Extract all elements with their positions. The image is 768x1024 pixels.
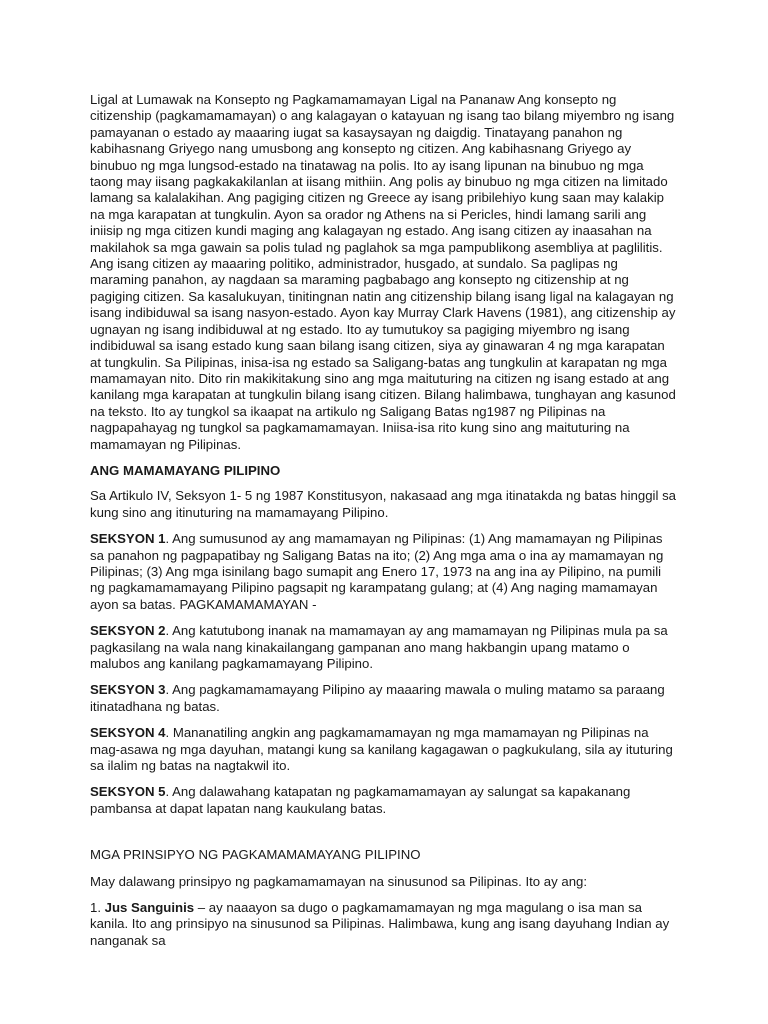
seksyon-2-label: SEKSYON 2 (90, 623, 166, 639)
principle-1-paragraph (90, 900, 678, 949)
seksyon-5-label: SEKSYON 5 (90, 784, 166, 800)
section-heading: ANG MAMAMAYANG PILIPINO (90, 462, 281, 478)
principles-intro-paragraph: May dalawang prinsipyo ng pagkamamamayan na sinusunod sa Pilipinas. Ito ay ang: (90, 873, 588, 889)
principles-heading: MGA PRINSIPYO NG PAGKAMAMAMAYANG PILIPINO (90, 847, 421, 863)
seksyon-5-text: . Ang dalawahang katapatan ng pagkamamamayan ay salungat sa kapakanang pambansa at dapat lapatan nang kaukulang batas. (90, 784, 631, 816)
document-page (90, 92, 678, 959)
seksyon-5-paragraph (90, 784, 678, 817)
seksyon-3-paragraph (90, 682, 678, 715)
seksyon-2-text: . Ang katutubong inanak na mamamayan ay ang mamamayan ng Pilipinas mula pa sa pagkasilang na wala nang kinakailangang gampanan ano mang hakbangin upang matamo o malubos ang kanilang pagkamamayang Pilipino. (90, 623, 668, 671)
intro-paragraph: Ligal at Lumawak na Konsepto ng Pagkamamamayan Ligal na Pananaw Ang konsepto ng citizenship (pagkamamamayan) o ang kalagayan o katayuan ng isang tao bilang miyembro ng isang pamayanan o estado ay maaaring iugat sa kasaysayan ng daigdig. Tinatayang panahon ng kabihasnang Griyego nang umusbong ang konsepto ng citizen. Ang kabihasnang Griyego ay binubuo ng mga lungsod-estado na tinatawag na polis. Ito ay isang lipunan na binubuo ng mga taong may iisang pagkakakilanlan at iisang mithiin. Ang polis ay binubuo ng mga citizen na limitado lamang sa kalalakihan. Ang pagiging citizen ng Greece ay isang pribilehiyo kung saan may kalakip na mga karapatan at tungkulin. Ayon sa orador ng Athens na si Pericles, hindi lamang sarili ang iniisip ng mga citizen kundi maging ang kalagayan ng estado. Ang isang citizen ay inaasahan na makilahok sa mga gawain sa polis tulad ng paglahok sa mga pampublikong asembliya at paglilitis. Ang isang citizen ay maaaring politiko, administrador, husgado, at sundalo. Sa paglipas ng maraming panahon, ay nagdaan sa maraming pagbabago ang konsepto ng citizenship at ng pagiging citizen. Sa kasalukuyan, tinitingnan natin ang citizenship bilang isang ligal na kalagayan ng isang indibiduwal sa isang nasyon-estado. Ayon kay Murray Clark Havens (1981), ang citizenship ay ugnayan ng isang indibiduwal at ng estado. Ito ay tumutukoy sa pagiging miyembro ng isang indibiduwal sa isang estado kung saan bilang isang citizen, siya ay ginawaran 4 ng mga karapatan at tungkulin. Sa Pilipinas, inisa-isa ng estado sa Saligang-batas ang tungkulin at karapatan ng mga mamamayan nito. Dito rin makikitakung sino ang mga maituturing na citizen ng isang estado at ang kanilang mga karapatan at tungkulin bilang isang citizen. Bilang halimbawa, tunghayan ang kasunod na teksto. Ito ay tungkol sa ikaapat na artikulo ng Saligang Batas ng1987 ng Pilipinas na nagpapahayag ng tungkol sa pagkamamamayan. Iniisa-isa rito kung sino ang maituturing na mamamayan ng Pilipinas. (90, 92, 676, 452)
seksyon-4-paragraph (90, 725, 678, 774)
principle-1-number: 1. (90, 900, 105, 916)
seksyon-1-text: . Ang sumusunod ay ang mamamayan ng Pilipinas: (1) Ang mamamayan ng Pilipinas sa panahon ng pagpapatibay ng Saligang Batas na ito; (2) Ang mga ama o ina ay mamamayan ng Pilipinas; (3) Ang mga isinilang bago sumapit ang Enero 17, 1973 na ang ina ay Pilipino, na pumili ng pagkamamamayang Pilipino pagsapit ng karampatang gulang; at (4) Ang naging mamamayan ayon sa batas. PAGKAMAMAMAYAN - (90, 531, 664, 612)
seksyon-3-label: SEKSYON 3 (90, 682, 166, 698)
article-intro-paragraph: Sa Artikulo IV, Seksyon 1- 5 ng 1987 Konstitusyon, nakasaad ang mga itinatakda ng batas hinggil sa kung sino ang itinuturing na mamamayang Pilipino. (90, 488, 677, 520)
principle-1-label: Jus Sanguinis (104, 900, 195, 916)
seksyon-2-paragraph (90, 623, 678, 672)
seksyon-1-paragraph (90, 531, 678, 613)
seksyon-3-text: . Ang pagkamamamayang Pilipino ay maaaring mawala o muling matamo sa paraang itinatadhana ng batas. (90, 682, 665, 714)
seksyon-4-label: SEKSYON 4 (90, 725, 166, 741)
seksyon-4-text: . Mananatiling angkin ang pagkamamamayan ng mga mamamayan ng Pilipinas na mag-asawa ng mga dayuhan, matangi kung sa kanilang kagagawan o pagkukulang, sila ay ituturing sa ilalim ng batas na nagtakwil ito. (90, 725, 673, 774)
principle-1-text: – ay naaayon sa dugo o pagkamamamayan ng mga magulang o isa man sa kanila. Ito ang prinsipyo na sinusunod sa Pilipinas. Halimbawa, kung ang isang dayuhang Indian ay nanganak sa (90, 900, 670, 948)
seksyon-1-label: SEKSYON 1 (90, 531, 166, 547)
